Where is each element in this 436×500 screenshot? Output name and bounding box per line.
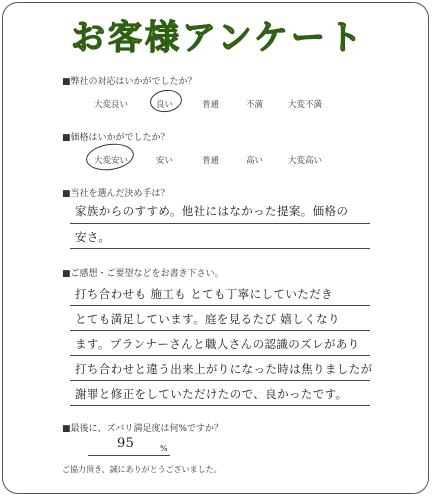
comment-answer-line: 謝罪と修正をしていただけたので、良かったです。 (75, 387, 348, 401)
satisfaction-rule (88, 455, 170, 456)
answer-rule (70, 305, 370, 306)
comment-answer-line: とても満足しています。庭を見るたび 嬉しくなり (75, 312, 340, 326)
answer-rule (70, 380, 370, 381)
percent-unit: % (160, 444, 168, 453)
question-satisfaction: ■最後に、ズバリ満足度は何%ですか？ (62, 424, 224, 434)
reason-answer-line: 安さ。 (75, 230, 111, 244)
comment-answer-line: 打ち合わせと違う出来上がりになった時は焦りましたが (75, 362, 373, 376)
satisfaction-answer: 95 (117, 436, 135, 451)
service-option-good: 良い (156, 100, 174, 110)
price-option-very-expensive: 大変高い (288, 156, 323, 166)
question-price: ■価格はいかがでしたか？ (62, 133, 170, 143)
survey-title: お客様アンケート (71, 18, 365, 58)
service-option-very-good: 大変良い (94, 100, 129, 110)
answer-rule (70, 223, 370, 224)
service-option-dissatisfied: 不満 (246, 100, 264, 110)
service-option-very-dissatisfied: 大変不満 (288, 100, 323, 110)
reason-answer-line: 家族からのすすめ。他社にはなかった提案。価格の (75, 204, 349, 218)
thank-you-note: ご協力頂き、誠にありがとうございました。 (62, 465, 222, 474)
price-option-cheap: 安い (156, 156, 174, 166)
comment-answer-line: ます。プランナーさんと職人さんの認識のズレがあり (75, 337, 360, 351)
price-option-very-cheap: 大変安い (94, 156, 129, 166)
question-reason: ■当社を選んだ決め手は？ (62, 189, 170, 199)
price-option-expensive: 高い (246, 156, 264, 166)
answer-rule (70, 355, 370, 356)
service-option-normal: 普通 (202, 100, 220, 110)
answer-rule (70, 248, 370, 249)
comment-answer-line: 打ち合わせも 施工も とても丁寧にしていただき (75, 287, 334, 301)
answer-rule (70, 330, 370, 331)
question-service: ■弊社の対応はいかがでしたか？ (62, 77, 197, 87)
price-option-normal: 普通 (202, 156, 220, 166)
question-comments: ■ご感想・ご要望などをお書き下さい。 (62, 269, 224, 279)
answer-rule (70, 405, 370, 406)
